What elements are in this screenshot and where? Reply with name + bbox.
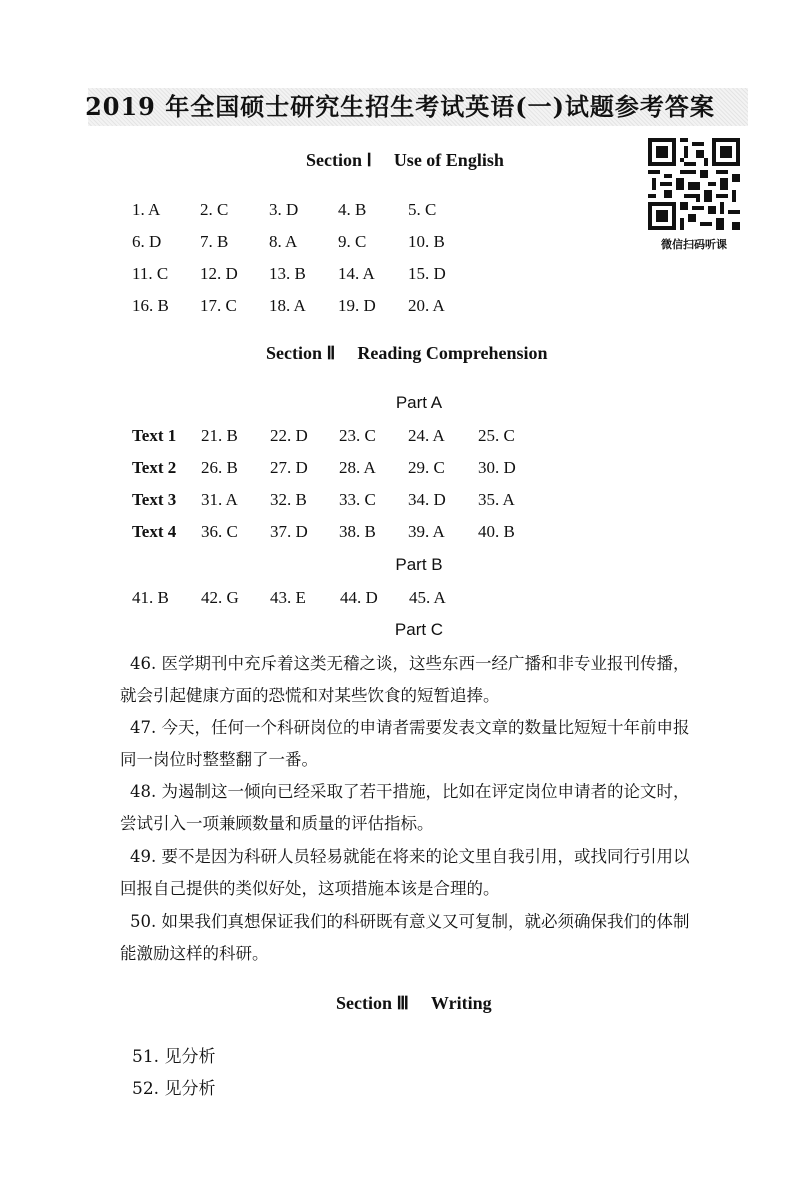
answer-cell: 2. C bbox=[200, 200, 229, 219]
answer-cell: 41. B bbox=[132, 588, 169, 607]
qr-caption: 微信扫码听课 bbox=[661, 238, 727, 251]
part-c-heading: Part C bbox=[394, 620, 444, 639]
writing-answer-52: 52. 见分析 bbox=[132, 1079, 216, 1099]
answer-cell: 20. A bbox=[408, 296, 445, 315]
translation-47 bbox=[120, 712, 750, 776]
answer-cell: 27. D bbox=[270, 458, 308, 477]
section-3-roman: Section Ⅲ bbox=[336, 993, 409, 1013]
text-label: Text 4 bbox=[132, 522, 177, 541]
answer-cell: 26. B bbox=[201, 458, 238, 477]
answer-cell: 31. A bbox=[201, 490, 238, 509]
section-2-name: Reading Comprehension bbox=[357, 343, 548, 363]
section-3-name: Writing bbox=[430, 993, 492, 1013]
translation-line: 46. 医学期刊中充斥着这类无稽之谈，这些东西一经广播和非专业报刊传播， bbox=[130, 654, 690, 673]
answer-cell: 23. C bbox=[339, 426, 376, 445]
answer-cell: 12. D bbox=[200, 264, 238, 283]
answer-cell: 18. A bbox=[269, 296, 306, 315]
section-2-roman: Section Ⅱ bbox=[266, 343, 336, 363]
answer-cell: 13. B bbox=[269, 264, 306, 283]
answer-cell: 44. D bbox=[340, 588, 378, 607]
text-label: Text 3 bbox=[132, 490, 177, 509]
answer-cell: 39. A bbox=[408, 522, 445, 541]
translation-line: 49. 要不是因为科研人员轻易就能在将来的论文里自我引用，或找同行引用以 bbox=[130, 847, 690, 866]
part-a-heading: Part A bbox=[395, 393, 443, 412]
answer-cell: 4. B bbox=[338, 200, 367, 219]
page-title: 2019 年全国硕士研究生招生考试英语(一)试题参考答案 bbox=[85, 92, 715, 121]
qr-code-icon bbox=[648, 138, 740, 230]
answer-cell: 3. D bbox=[269, 200, 299, 219]
answer-cell: 6. D bbox=[132, 232, 162, 251]
translation-line: 回报自己提供的类似好处，这项措施本该是合理的。 bbox=[120, 879, 500, 898]
answer-cell: 45. A bbox=[409, 588, 446, 607]
answer-cell: 17. C bbox=[200, 296, 237, 315]
answer-cell: 16. B bbox=[132, 296, 169, 315]
answer-cell: 11. C bbox=[132, 264, 169, 283]
text-label: Text 1 bbox=[132, 426, 177, 445]
section-3-heading bbox=[336, 993, 492, 1014]
answer-cell: 37. D bbox=[270, 522, 308, 541]
answer-cell: 10. B bbox=[408, 232, 445, 251]
answer-cell: 30. D bbox=[478, 458, 516, 477]
answer-cell: 21. B bbox=[201, 426, 238, 445]
answer-cell: 7. B bbox=[200, 232, 229, 251]
answer-cell: 22. D bbox=[270, 426, 308, 445]
answer-cell: 8. A bbox=[269, 232, 298, 251]
answer-cell: 15. D bbox=[408, 264, 446, 283]
text-label: Text 2 bbox=[132, 458, 177, 477]
translation-46 bbox=[120, 648, 750, 712]
translation-49 bbox=[120, 841, 750, 905]
answer-cell: 1. A bbox=[132, 200, 161, 219]
section-2-heading bbox=[266, 343, 548, 364]
answer-cell: 42. G bbox=[201, 588, 239, 607]
answer-cell: 36. C bbox=[201, 522, 238, 541]
part-b-heading: Part B bbox=[395, 555, 443, 574]
translation-line: 尝试引入一项兼顾数量和质量的评估指标。 bbox=[120, 814, 434, 833]
answer-cell: 38. B bbox=[339, 522, 376, 541]
answer-cell: 43. E bbox=[270, 588, 306, 607]
section-1-roman: Section Ⅰ bbox=[306, 150, 372, 170]
answer-cell: 28. A bbox=[339, 458, 376, 477]
translation-line: 50. 如果我们真想保证我们的科研既有意义又可复制，就必须确保我们的体制 bbox=[130, 912, 690, 931]
answer-cell: 33. C bbox=[339, 490, 376, 509]
answer-cell: 25. C bbox=[478, 426, 515, 445]
answer-cell: 35. A bbox=[478, 490, 515, 509]
translation-line: 就会引起健康方面的恐慌和对某些饮食的短暂追捧。 bbox=[120, 686, 500, 705]
translation-line: 同一岗位时整整翻了一番。 bbox=[120, 750, 318, 769]
answer-cell: 19. D bbox=[338, 296, 376, 315]
section-1-name: Use of English bbox=[393, 150, 504, 170]
translation-line: 48. 为遏制这一倾向已经采取了若干措施，比如在评定岗位申请者的论文时， bbox=[130, 782, 690, 801]
answer-cell: 34. D bbox=[408, 490, 446, 509]
translation-line: 能激励这样的科研。 bbox=[120, 944, 269, 963]
answer-cell: 29. C bbox=[408, 458, 445, 477]
translation-48 bbox=[120, 776, 750, 840]
translation-50 bbox=[120, 906, 750, 970]
answer-cell: 24. A bbox=[408, 426, 445, 445]
answer-cell: 5. C bbox=[408, 200, 437, 219]
answer-cell: 32. B bbox=[270, 490, 307, 509]
answer-cell: 40. B bbox=[478, 522, 515, 541]
section-1-heading bbox=[306, 150, 504, 171]
answer-cell: 14. A bbox=[338, 264, 375, 283]
writing-answer-51: 51. 见分析 bbox=[132, 1047, 216, 1067]
translation-line: 47. 今天，任何一个科研岗位的申请者需要发表文章的数量比短短十年前申报 bbox=[130, 718, 690, 737]
answer-cell: 9. C bbox=[338, 232, 367, 251]
